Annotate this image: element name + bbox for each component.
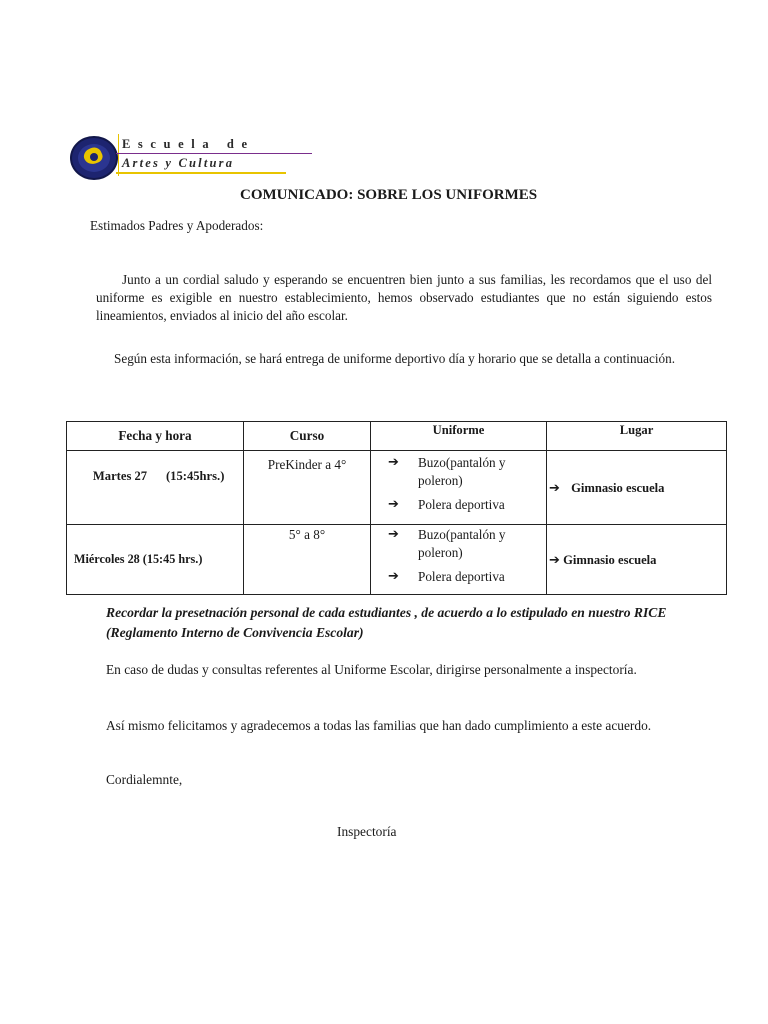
table-header-row [67,422,727,451]
row-uniforme [371,451,547,525]
arrow-right-icon: ➔ [388,569,399,584]
schedule-intro-paragraph: Según esta información, se hará entrega de uniforme deportivo día y horario que se detalla a continuación. [114,351,675,366]
list-item: ➔ Polera deportiva [388,497,505,512]
school-logo [70,134,306,184]
arrow-right-icon: ➔ [388,527,399,542]
table-row [67,525,727,595]
list-item: ➔ Polera deportiva [388,569,505,584]
closing: Cordialemnte, [106,772,183,787]
table-row [67,451,727,525]
row-uniforme [371,525,547,595]
contact-paragraph: En caso de dudas y consultas referentes al Uniforme Escolar, dirigirse personalmente a inspectoría. [106,662,637,677]
row-fecha: Miércoles 28 (15:45 hrs.) [67,525,244,595]
arrow-right-icon: ➔ [549,480,560,496]
row-curso: PreKinder a 4° [244,451,371,525]
header-curso: Curso [244,422,371,451]
logo-text-line2: Artes y Cultura [122,156,235,170]
reminder-note: Recordar la presetnación personal de cada estudiantes , de acuerdo a lo estipulado en nuestro RICE (Reglamento Interno de Convivencia Escolar) [106,605,667,640]
document-title: COMUNICADO: SOBRE LOS UNIFORMES [240,187,538,203]
list-item: ➔ Buzo(pantalón y poleron) [388,527,506,560]
uniform-schedule-table [66,421,727,595]
list-item: ➔ Buzo(pantalón y poleron) [388,455,506,488]
greeting: Estimados Padres y Apoderados: [90,218,264,233]
row-curso: 5° a 8° [244,525,371,595]
logo-emblem-icon [70,136,118,180]
row-fecha: Martes 27 (15:45hrs.) [67,451,244,525]
row-lugar: ➔ Gimnasio escuela [547,451,727,525]
arrow-right-icon: ➔ [388,455,399,470]
header-lugar: Lugar [547,422,727,451]
intro-paragraph: Junto a un cordial saludo y esperando se encuentren bien junto a sus familias, les recordamos que el uso del uniforme es exigible en nuestro establecimiento, hemos observado estudiantes que no están siguiendo estos lineamientos, enviados al inicio del año escolar. [96,272,712,323]
thanks-paragraph: Así mismo felicitamos y agradecemos a todas las familias que han dado cumplimiento a este acuerdo. [106,718,652,733]
header-uniforme: Uniforme [371,422,547,451]
signature: Inspectoría [337,824,397,839]
arrow-right-icon: ➔ [388,497,399,512]
header-fecha: Fecha y hora [67,422,244,451]
logo-text-line1: Escuela de [122,137,255,151]
arrow-right-icon: ➔ [549,552,560,568]
row-lugar: ➔ Gimnasio escuela [547,525,727,595]
